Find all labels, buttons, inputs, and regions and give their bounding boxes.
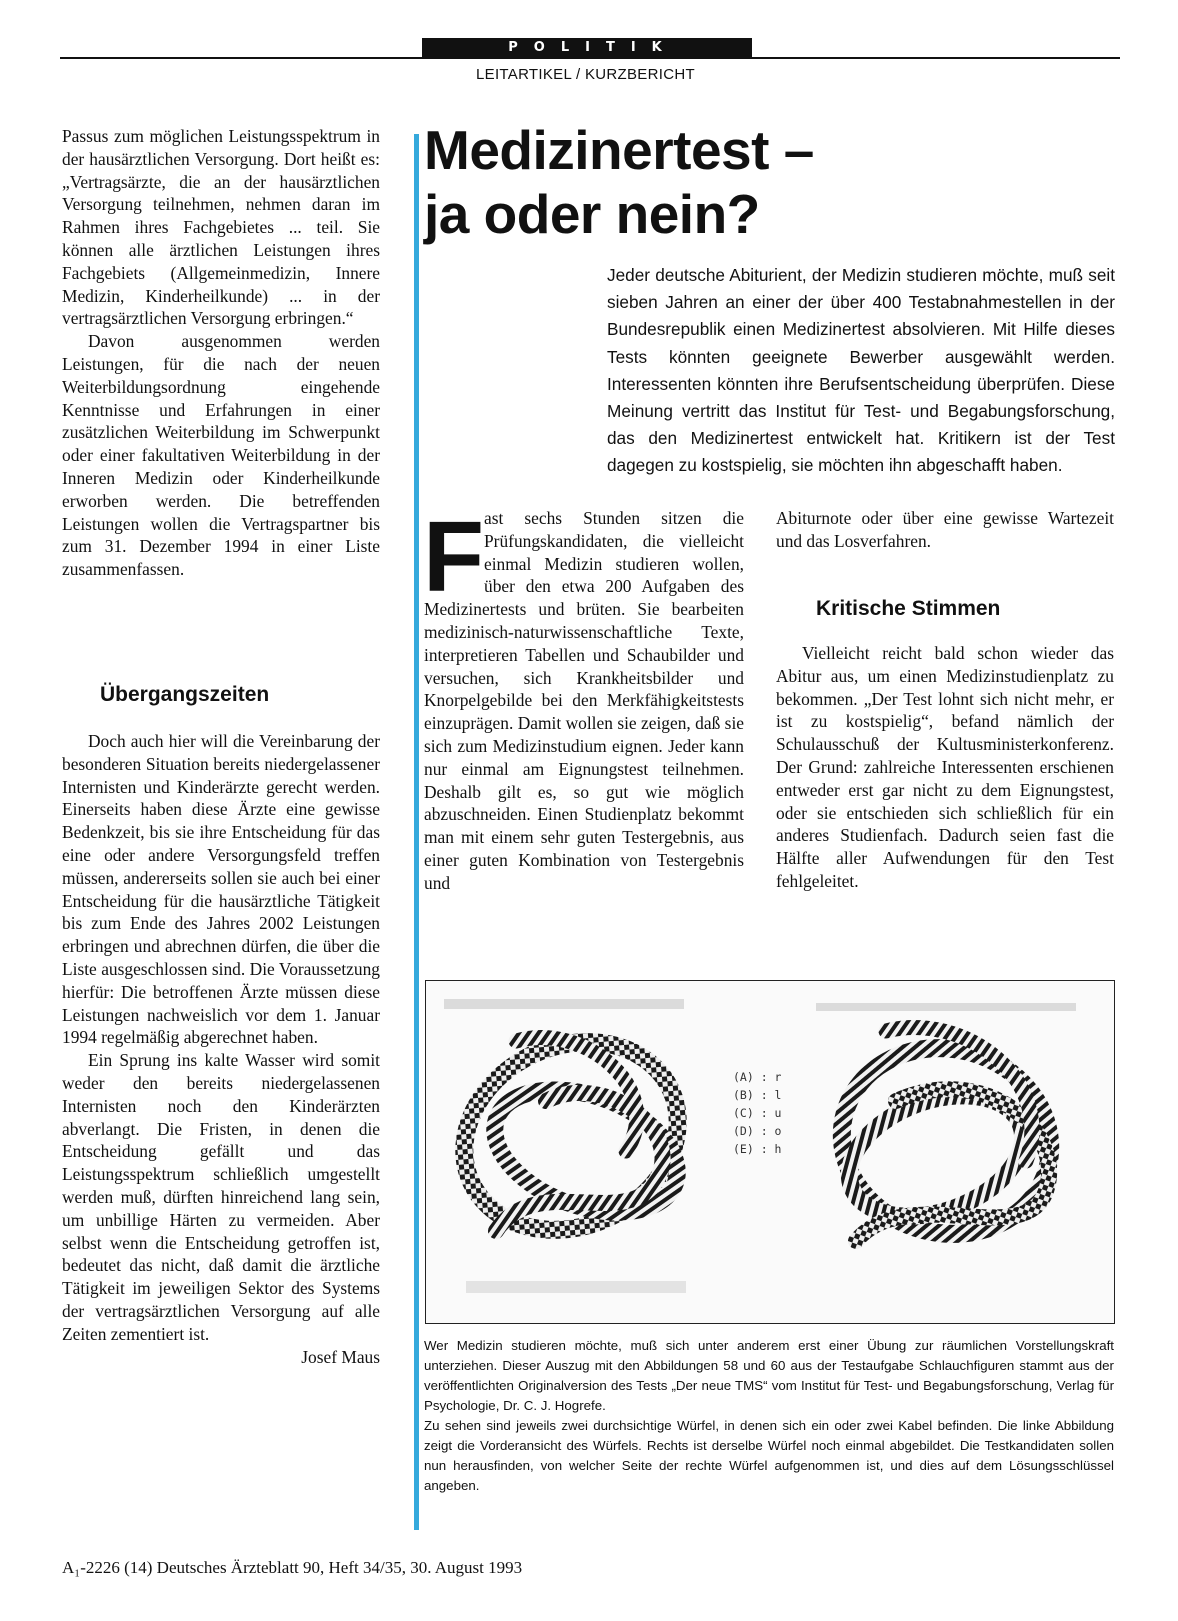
article-column-1 xyxy=(423,501,744,895)
article-column-2-top xyxy=(776,507,1114,553)
answer-key: (A) : r (B) : l (C) : u (D) : o (E) : h xyxy=(733,1070,782,1156)
right-tube-figure xyxy=(821,1025,1071,1257)
subheading: Kritische Stimmen xyxy=(816,597,1001,620)
paragraph: Abiturnote oder über eine gewisse Wartezeit und das Losverfahren. xyxy=(776,508,1114,551)
article-column-2-bottom xyxy=(776,642,1114,893)
figure-caption xyxy=(424,1336,1114,1496)
left-column-lower xyxy=(62,730,380,1368)
left-tube-figure xyxy=(433,1008,708,1264)
author-name: Josef Maus xyxy=(301,1346,380,1367)
drop-cap: F xyxy=(423,501,485,613)
page-footer: A₁-2226 (14) Deutsches Ärzteblatt 90, Heft 34/35, 30. August 1993 xyxy=(62,1558,523,1577)
headline-line: ja oder nein? xyxy=(424,183,760,245)
paragraph: ast sechs Stunden sitzen die Prüfungskandidaten, die vielleicht einmal Medizin studieren wollen, über den etwa 200 Aufgaben des Medizinertests und brüten. Sie bearbeiten medizinisch-naturwissenschaftliche Texte, interpretieren Tabellen und Schaubilder und versuchen, sich Krankheitsbilder und Knorpelgebilde bei den Merkfähigkeitstests einzuprägen. Damit wollen sie zeigen, daß sie sich zum Medizinstudium eignen. Jeder kann nur einmal am Eignungstest teilnehmen. Deshalb gilt es, so gut wie möglich abzuschneiden. Einen Studienplatz bekommt man mit einem sehr guten Testergebnis, aus einer guten Kombination von Testergebnis und xyxy=(424,508,744,893)
section-banner: POLITIK xyxy=(422,38,752,58)
headline xyxy=(424,118,1104,246)
header-rule xyxy=(60,57,1120,59)
caption-paragraph: Wer Medizin studieren möchte, muß sich unter anderem erst einer Übung zur räumlichen Vorstellungskraft unterziehen. Dieser Auszug mit den Abbildungen 58 und 60 aus der Testaufgabe Schlauchfiguren stammt aus der veröffentlichten Originalversion des Tests „Der neue TMS“ vom Institut für Test- und Begabungsforschung, Verlag für Psychologie, Dr. C. J. Hogrefe. xyxy=(424,1338,1114,1413)
paragraph: Vielleicht reicht bald schon wieder das Abitur aus, um einen Medizinstudienplatz zu bekommen. „Der Test lohnt sich nicht mehr, er ist zu kostspielig“, befand nämlich der Schulausschuß der Kultusministerkonferenz. Der Grund: zahlreiche Interessenten erschienen entweder erst gar nicht zu dem Eignungstest, oder sie entschieden sich schließlich für ein anderes Studienfach. Dadurch seien fast die Hälfte aller Aufwendungen für den Test fehlgeleitet. xyxy=(776,643,1114,891)
section-label: LEITARTIKEL / KURZBERICHT xyxy=(476,66,695,83)
caption-paragraph: Zu sehen sind jeweils zwei durchsichtige Würfel, in denen sich ein oder zwei Kabel befinden. Die linke Abbildung zeigt die Vorderansicht des Würfels. Rechts ist derselbe Würfel noch einmal abgebildet. Die Testkandidaten sollen nun herausfinden, von welcher Seite der rechte Würfel aufgenommen ist, und dies auf dem Lösungsschlüssel angeben. xyxy=(424,1418,1114,1493)
lead-paragraph: Jeder deutsche Abiturient, der Medizin studieren möchte, muß seit sieben Jahren an einer der über 400 Testabnahmestellen in der Bundesrepublik einen Medizinertest absolvieren. Mit Hilfe dieses Tests könnten geeignete Bewerber ausgewählt werden. Interessenten könnten ihre Berufsentscheidung überprüfen. Diese Meinung vertritt das Institut für Test- und Begabungsforschung, das den Medizinertest entwickelt hat. Kritikern ist der Test dagegen zu kostspielig, sie möchten ihn abgeschafft haben. xyxy=(607,265,1115,476)
left-column-upper xyxy=(62,125,380,581)
paragraph: Ein Sprung ins kalte Wasser wird somit weder den bereits niedergelassenen Internisten noch den Kinderärzten abverlangt. Die Fristen, in denen die Entscheidung gefällt und das Leistungsspektrum schließlich umgestellt werden muß, dürften hinreichend lang sein, um unbillige Härten zu vermeiden. Aber selbst wenn die Entscheidung getroffen ist, bedeutet das nicht, daß damit die ärztliche Tätigkeit im jeweiligen Sektor des Systems der vertragsärztlichen Versorgung auf alle Zeiten zementiert ist. xyxy=(62,1050,380,1344)
accent-rule xyxy=(414,134,419,1530)
subheading: Übergangszeiten xyxy=(100,683,270,706)
figure xyxy=(425,980,1115,1324)
paragraph: Doch auch hier will die Vereinbarung der besonderen Situation bereits niedergelassener Internisten und Kinderärzte gerecht werden. Einerseits haben diese Ärzte eine gewisse Bedenkzeit, bis sie ihre Entscheidung für das eine oder andere Versorgungsfeld treffen müssen, andererseits sollen sie auch bei einer Entscheidung für die hausärztliche Tätigkeit bis zum Ende des Jahres 2002 Leistungen erbringen und abrechnen dürfen, die über die Liste ausgeschlossen sind. Die Voraussetzung hierfür: Die betroffenen Ärzte müssen diese Leistungen nachweislich vor dem 1. Januar 1994 regelmäßig abgerechnet haben. xyxy=(62,731,380,1048)
headline-line: Medizinertest – xyxy=(424,119,814,181)
paragraph: Passus zum möglichen Leistungsspektrum in der hausärztlichen Versorgung. Dort heißt es: „Vertragsärzte, die an der hausärztlichen Versorgung teilnehmen, nehmen daran im Rahmen ihres Fachgebietes ... teil. Sie können alle ärztlichen Leistungen ihres Fachgebiets (Allgemeinmedizin, Innere Medizin, Kinderheilkunde) ... in der vertragsärztlichen Versorgung erbringen.“ xyxy=(62,126,380,329)
paragraph: Davon ausgenommen werden Leistungen, für die nach der neuen Weiterbildungsordnung eingehende Kenntnisse und Erfahrungen in einer zusätzlichen Weiterbildung im Schwerpunkt oder einer fakultativen Weiterbildung in der Inneren Medizin oder Kinderheilkunde erworben werden. Die betreffenden Leistungen wollen die Vertragspartner bis zum 31. Dezember 1994 in einer Liste zusammenfassen. xyxy=(62,331,380,580)
